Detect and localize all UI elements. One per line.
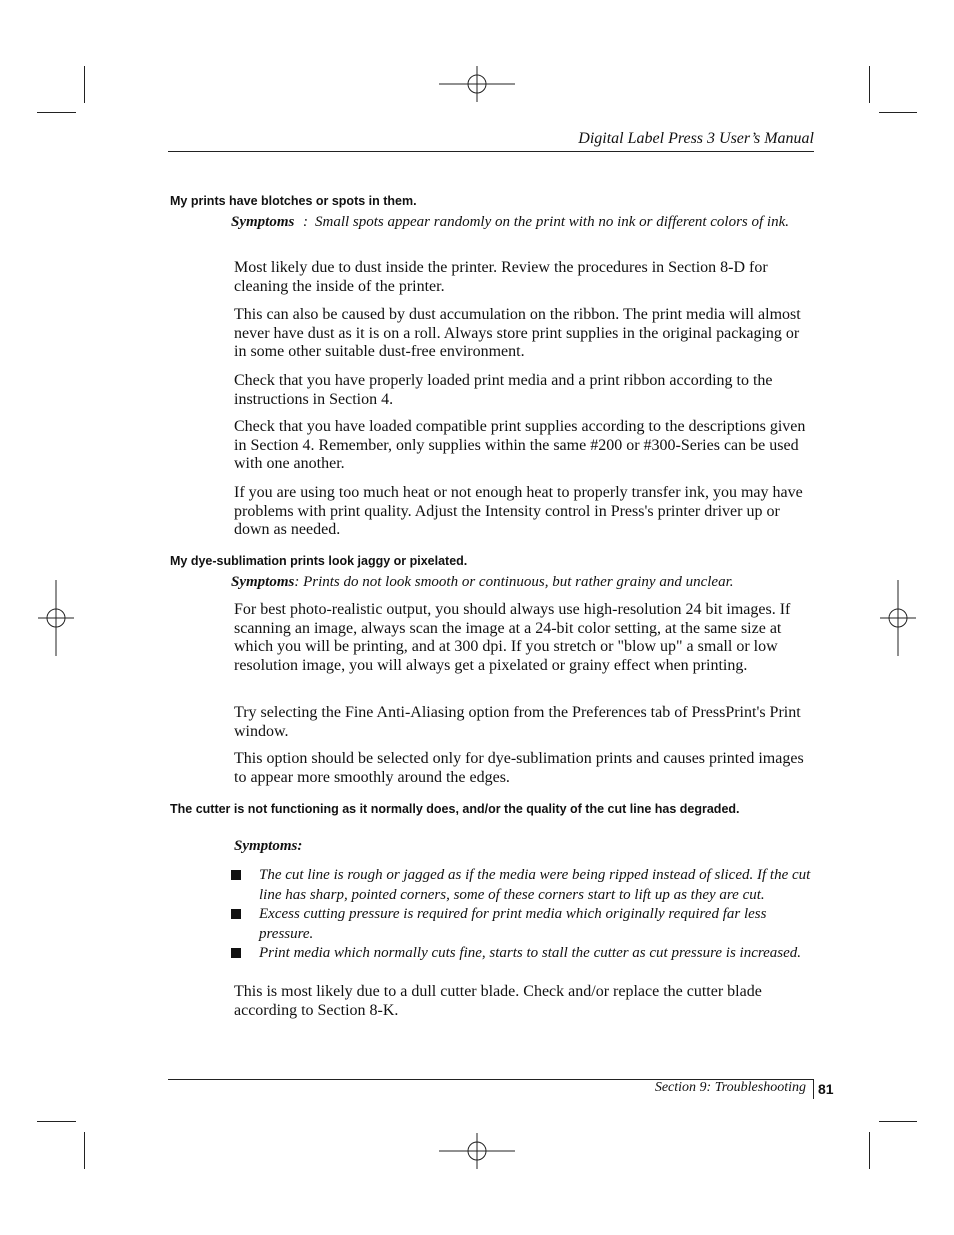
symptoms-colon: : — [294, 574, 304, 590]
symptoms-colon: : — [303, 214, 308, 230]
page-number: 81 — [818, 1081, 834, 1097]
crop-mark-bl-h — [37, 1121, 76, 1122]
paragraph: For best photo-realistic output, you should always use high-resolution 24 bit images. If scanning an image, always scan the image at a 24-bit color setting, at the same size at which you will be printing, and at 300 dpi. If you stretch or "blow up" a small or low resolution image, you will always get a pixelated or grainy effect when printing. — [234, 601, 791, 675]
symptoms-block-blotches — [231, 213, 811, 249]
paragraph: This is most likely due to a dull cutter blade. Check and/or replace the cutter blade according to Section 8-K. — [234, 983, 762, 1019]
crop-mark-br-v — [869, 1132, 870, 1169]
paragraph: Check that you have loaded compatible print supplies according to the descriptions given in Section 4. Remember, only supplies within the same #200 or #300-Series can be used with one another. — [234, 418, 806, 473]
registration-mark-top-icon — [439, 66, 515, 102]
symptoms-text: Prints do not look smooth or continuous, but rather grainy and unclear. — [303, 574, 734, 590]
bullet-text: The cut line is rough or jagged as if the media were being ripped instead of sliced. If the cut line has sharp, pointed corners, some of these corners start to lift up as they are cut. — [259, 867, 811, 903]
section-heading-jaggy: My dye-sublimation prints look jaggy or pixelated. — [170, 554, 468, 568]
paragraph: This can also be caused by dust accumulation on the ribbon. The print media will almost never have dust as it is on a roll. Always store print supplies in the original packaging or in some other suitable dust-free environment. — [234, 306, 801, 361]
bullet-square-icon — [231, 948, 241, 958]
header-rule — [168, 151, 814, 152]
symptoms-label: Symptoms: — [234, 838, 303, 854]
registration-mark-bottom-icon — [439, 1133, 515, 1169]
list-item — [231, 944, 815, 984]
list-item — [231, 866, 815, 906]
bullet-text: Excess cutting pressure is required for print media which originally required far less pressure. — [259, 906, 767, 942]
crop-mark-br-h — [879, 1121, 917, 1122]
running-header-title: Digital Label Press 3 User’s Manual — [578, 130, 814, 147]
crop-mark-tr-v — [869, 66, 870, 103]
symptoms-text: Small spots appear randomly on the print with no ink or different colors of ink. — [315, 214, 790, 230]
paragraph: Check that you have properly loaded print media and a print ribbon according to the instructions in Section 4. — [234, 372, 773, 408]
footer-divider — [813, 1079, 814, 1099]
registration-mark-left-icon — [38, 580, 74, 656]
bullet-square-icon — [231, 909, 241, 919]
bullet-text: Print media which normally cuts fine, starts to stall the cutter as cut pressure is increased. — [259, 945, 802, 961]
paragraph: This option should be selected only for dye-sublimation prints and causes printed images to appear more smoothly around the edges. — [234, 750, 804, 786]
symptoms-block-jaggy — [231, 573, 811, 591]
bullet-square-icon — [231, 870, 241, 880]
paragraph: Most likely due to dust inside the printer. Review the procedures in Section 8-D for cleaning the inside of the printer. — [234, 259, 768, 295]
section-heading-blotches: My prints have blotches or spots in them. — [170, 194, 417, 208]
symptoms-label: Symptoms — [231, 214, 295, 230]
crop-mark-tr-h — [879, 112, 917, 113]
crop-mark-tl-h — [37, 112, 76, 113]
registration-mark-right-icon — [880, 580, 916, 656]
crop-mark-bl-v — [84, 1132, 85, 1169]
symptoms-label: Symptoms — [231, 574, 295, 590]
section-heading-cutter: The cutter is not functioning as it normally does, and/or the quality of the cut line has degraded. — [170, 802, 740, 816]
list-item — [231, 905, 815, 945]
footer-section-label: Section 9: Troubleshooting — [654, 1080, 806, 1095]
crop-mark-tl-v — [84, 66, 85, 103]
paragraph: If you are using too much heat or not enough heat to properly transfer ink, you may have problems with print quality. Adjust the Intensity control in Press's printer driver up or down as needed. — [234, 484, 803, 539]
paragraph: Try selecting the Fine Anti-Aliasing option from the Preferences tab of PressPrint's Print window. — [234, 704, 801, 740]
